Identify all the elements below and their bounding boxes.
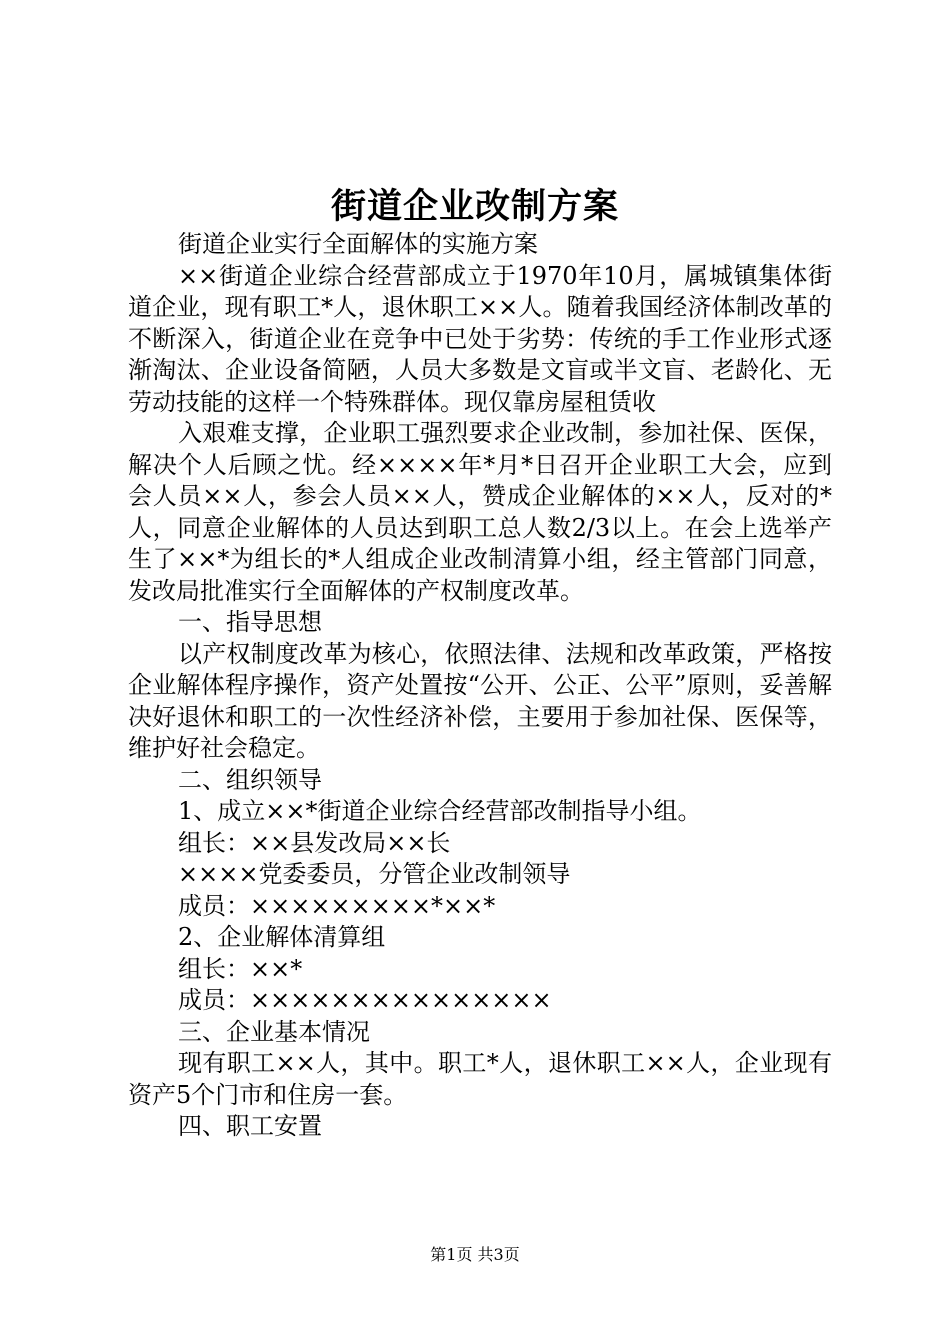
section-heading-organization: 二、组织领导 [178,765,322,794]
paragraph-liquidation-leader: 组长：××* [178,954,303,983]
paragraph-reform-decision: 入艰难支撑，企业职工强烈要求企业改制，参加社保、医保，解决个人后顾之忧。经××××年*月*日召开企业职工大会，应到会人员××人，参会人员××人，赞成企业解体的××人，反对的*人，同意企业解体的人员达到职工总人数2/3以上。在会上选举产生了××*为组长的*人组成企业改制清算小组，经主管部门同意，发改局批准实行全面解体的产权制度改革。 [128,419,832,605]
paragraph-guidance-group: 1、成立××*街道企业综合经营部改制指导小组。 [178,797,702,825]
page-footer: 第1页 共3页 [430,1245,520,1264]
section-heading-basic-situation: 三、企业基本情况 [178,1017,370,1046]
paragraph-guiding-ideology: 以产权制度改革为核心，依照法律、法规和改革政策，严格按企业解体程序操作，资产处置按“公开、公正、公平”原则，妥善解决好退休和职工的一次性经济补偿，主要用于参加社保、医保等，维护好社会稳定。 [128,639,832,762]
section-heading-staff-placement: 四、职工安置 [178,1112,322,1140]
paragraph-background: ××街道企业综合经营部成立于1970年10月，属城镇集体街道企业，现有职工*人，退休职工××人。随着我国经济体制改革的不断深入，街道企业在竞争中已处于劣势：传统的手工作业形式逐渐淘汰、企业设备简陋，人员大多数是文盲或半文盲、老龄化、无劳动技能的这样一个特殊群体。现仅靠房屋租赁收 [128,261,832,416]
paragraph-members: 成员：×××××××××*××* [178,891,496,920]
document-title: 街道企业改制方案 [330,186,619,227]
paragraph-group-leader: 组长：××县发改局××长 [178,828,451,857]
paragraph-party-member: ××××党委委员，分管企业改制领导 [178,860,571,888]
paragraph-liquidation-members: 成员：××××××××××××××× [178,986,552,1014]
paragraph-liquidation-group: 2、企业解体清算组 [178,923,386,951]
section-heading-guiding-ideology: 一、指导思想 [178,608,322,636]
paragraph-basic-situation: 现有职工××人，其中。职工*人，退休职工××人，企业现有资产5个门市和住房一套。 [128,1049,832,1109]
paragraph-subtitle: 街道企业实行全面解体的实施方案 [178,230,538,258]
document-body [128,229,832,1143]
